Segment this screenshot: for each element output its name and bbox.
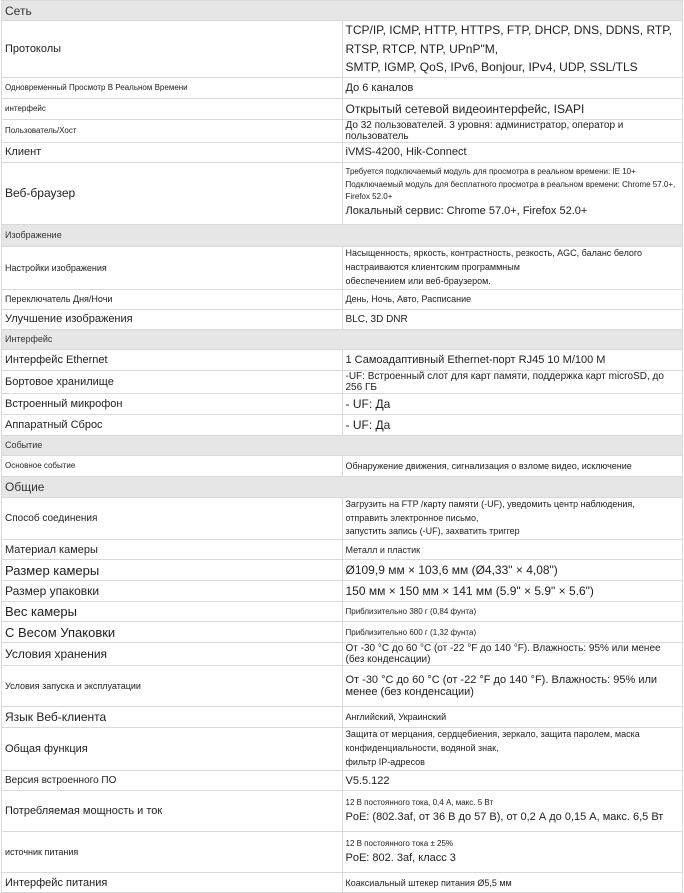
spec-row-power-consumption [2,791,683,832]
spec-row-microphone [2,393,683,414]
spec-label: Общая функция [2,728,343,771]
spec-value: - UF: Да [342,414,683,435]
spec-label: Веб-браузер [2,162,343,224]
section-title: Событие [2,435,683,455]
spec-label: Потребляемая мощность и ток [2,791,343,832]
spec-label: Встроенный микрофон [2,393,343,414]
spec-label: Пользователь/Хост [2,119,343,142]
section-network [2,1,683,21]
spec-row-web-language [2,707,683,728]
spec-value: Насыщенность, яркость, контрастность, резкость, AGC, баланс белого настраиваются клиентским программным обеспечением или веб-браузером. [342,246,683,289]
spec-row-api [2,98,683,119]
spec-row-enhancement [2,309,683,329]
spec-label: Бортовое хранилище [2,370,343,393]
spec-value: -UF: Встроенный слот для карт памяти, поддержка карт microSD, до 256 ГБ [342,370,683,393]
spec-row-client [2,142,683,162]
spec-value: До 6 каналов [342,77,683,98]
section-title: Общие [2,476,683,497]
spec-row-package-weight [2,622,683,643]
spec-value: Ø109,9 мм × 103,6 мм (Ø4,33" × 4,08") [342,560,683,581]
spec-label: Условия запуска и эксплуатации [2,666,343,707]
spec-row-ethernet [2,349,683,370]
spec-value: Открытый сетевой видеоинтерфейс, ISAPI [342,98,683,119]
spec-value: Требуется подключаемый модуль для просмотра в реальном времени: IE 10+ Подключаемый модуль для бесплатного просмотра в реальном времени: Chrome 57.0+, Firefox 52.0+ Локальный сервис: Chrome 57.0+, Firefox 52.0+ [342,162,683,224]
spec-row-user-host [2,119,683,142]
spec-value: 12 В постоянного тока, 0,4 А, макс. 5 Вт PoE: (802.3af, от 36 В до 57 В), от 0,2 А до 0,15 А, макс. 6,5 Вт [342,791,683,832]
spec-row-image-settings [2,246,683,289]
spec-value: Загрузить на FTP /карту памяти (-UF), уведомить центр наблюдения, отправить электронное письмо, запустить запись (-UF), захватить триггер [342,497,683,540]
spec-label: Клиент [2,142,343,162]
spec-row-power-source [2,832,683,873]
spec-value: V5.5.122 [342,771,683,791]
spec-row-material [2,540,683,560]
spec-value: Обнаружение движения, сигнализация о взломе видео, исключение [342,455,683,476]
spec-label: Способ соединения [2,497,343,540]
section-title: Сеть [2,1,683,21]
spec-value: 12 В постоянного тока ± 25% PoE: 802. 3af, класс 3 [342,832,683,873]
spec-value: День, Ночь, Авто, Расписание [342,289,683,309]
spec-row-linkage [2,497,683,540]
spec-label: Материал камеры [2,540,343,560]
spec-value: 1 Самоадаптивный Ethernet-порт RJ45 10 M/100 M [342,349,683,370]
spec-row-storage-conditions [2,643,683,666]
spec-value: TCP/IP, ICMP, HTTP, HTTPS, FTP, DHCP, DNS, DDNS, RTP, RTSP, RTCP, NTP, UPnP"M, SMTP, IGMP, QoS, IPv6, Bonjour, IPv4, UDP, SSL/TLS [342,21,683,78]
spec-label: источник питания [2,832,343,873]
spec-label: Одновременный Просмотр В Реальном Времени [2,77,343,98]
spec-row-basic-event [2,455,683,476]
spec-label: Переключатель Дня/Ночи [2,289,343,309]
spec-value: 150 мм × 150 мм × 141 мм (5.9" × 5.9" × 5.6") [342,581,683,602]
section-title: Интерфейс [2,329,683,349]
spec-row-protocols [2,21,683,78]
spec-row-day-night [2,289,683,309]
spec-label: Настройки изображения [2,246,343,289]
spec-row-camera-weight [2,602,683,622]
spec-value: Английский, Украинский [342,707,683,728]
spec-value: BLC, 3D DNR [342,309,683,329]
spec-value: От -30 °C до 60 °C (от -22 °F до 140 °F). Влажность: 95% или менее (без конденсации) [342,666,683,707]
spec-row-firmware [2,771,683,791]
section-image [2,224,683,246]
spec-label: Аппаратный Сброс [2,414,343,435]
spec-label: Улучшение изображения [2,309,343,329]
spec-value: Металл и пластик [342,540,683,560]
spec-value: Приблизительно 600 г (1,32 фунта) [342,622,683,643]
spec-row-reset [2,414,683,435]
spec-value: Коаксиальный штекер питания Ø5,5 мм [342,873,683,893]
spec-value: От -30 °C до 60 °C (от -22 °F до 140 °F). Влажность: 95% или менее (без конденсации) [342,643,683,666]
spec-label: Размер камеры [2,560,343,581]
spec-value: - UF: Да [342,393,683,414]
section-general [2,476,683,497]
spec-value: До 32 пользователей. 3 уровня: администратор, оператор и пользователь [342,119,683,142]
spec-table [1,0,683,893]
spec-row-general-function [2,728,683,771]
spec-row-package-size [2,581,683,602]
spec-label: Вес камеры [2,602,343,622]
spec-label: Размер упаковки [2,581,343,602]
spec-label: Интерфейс питания [2,873,343,893]
spec-row-storage [2,370,683,393]
spec-row-live-view [2,77,683,98]
spec-label: Основное событие [2,455,343,476]
section-title: Изображение [2,224,683,246]
spec-label: Протоколы [2,21,343,78]
spec-label: Условия хранения [2,643,343,666]
spec-label: Версия встроенного ПО [2,771,343,791]
section-event [2,435,683,455]
spec-value: iVMS-4200, Hik-Connect [342,142,683,162]
spec-row-power-interface [2,873,683,893]
spec-label: С Весом Упаковки [2,622,343,643]
spec-row-web-browser [2,162,683,224]
spec-label: интерфейс [2,98,343,119]
spec-value: Приблизительно 380 г (0,84 фунта) [342,602,683,622]
spec-label: Язык Веб-клиента [2,707,343,728]
spec-row-operating-conditions [2,666,683,707]
spec-row-camera-size [2,560,683,581]
spec-value: Защита от мерцания, сердцебиения, зеркало, защита паролем, маска конфиденциальности, водяной знак, фильтр IP-адресов [342,728,683,771]
section-interface [2,329,683,349]
spec-label: Интерфейс Ethernet [2,349,343,370]
